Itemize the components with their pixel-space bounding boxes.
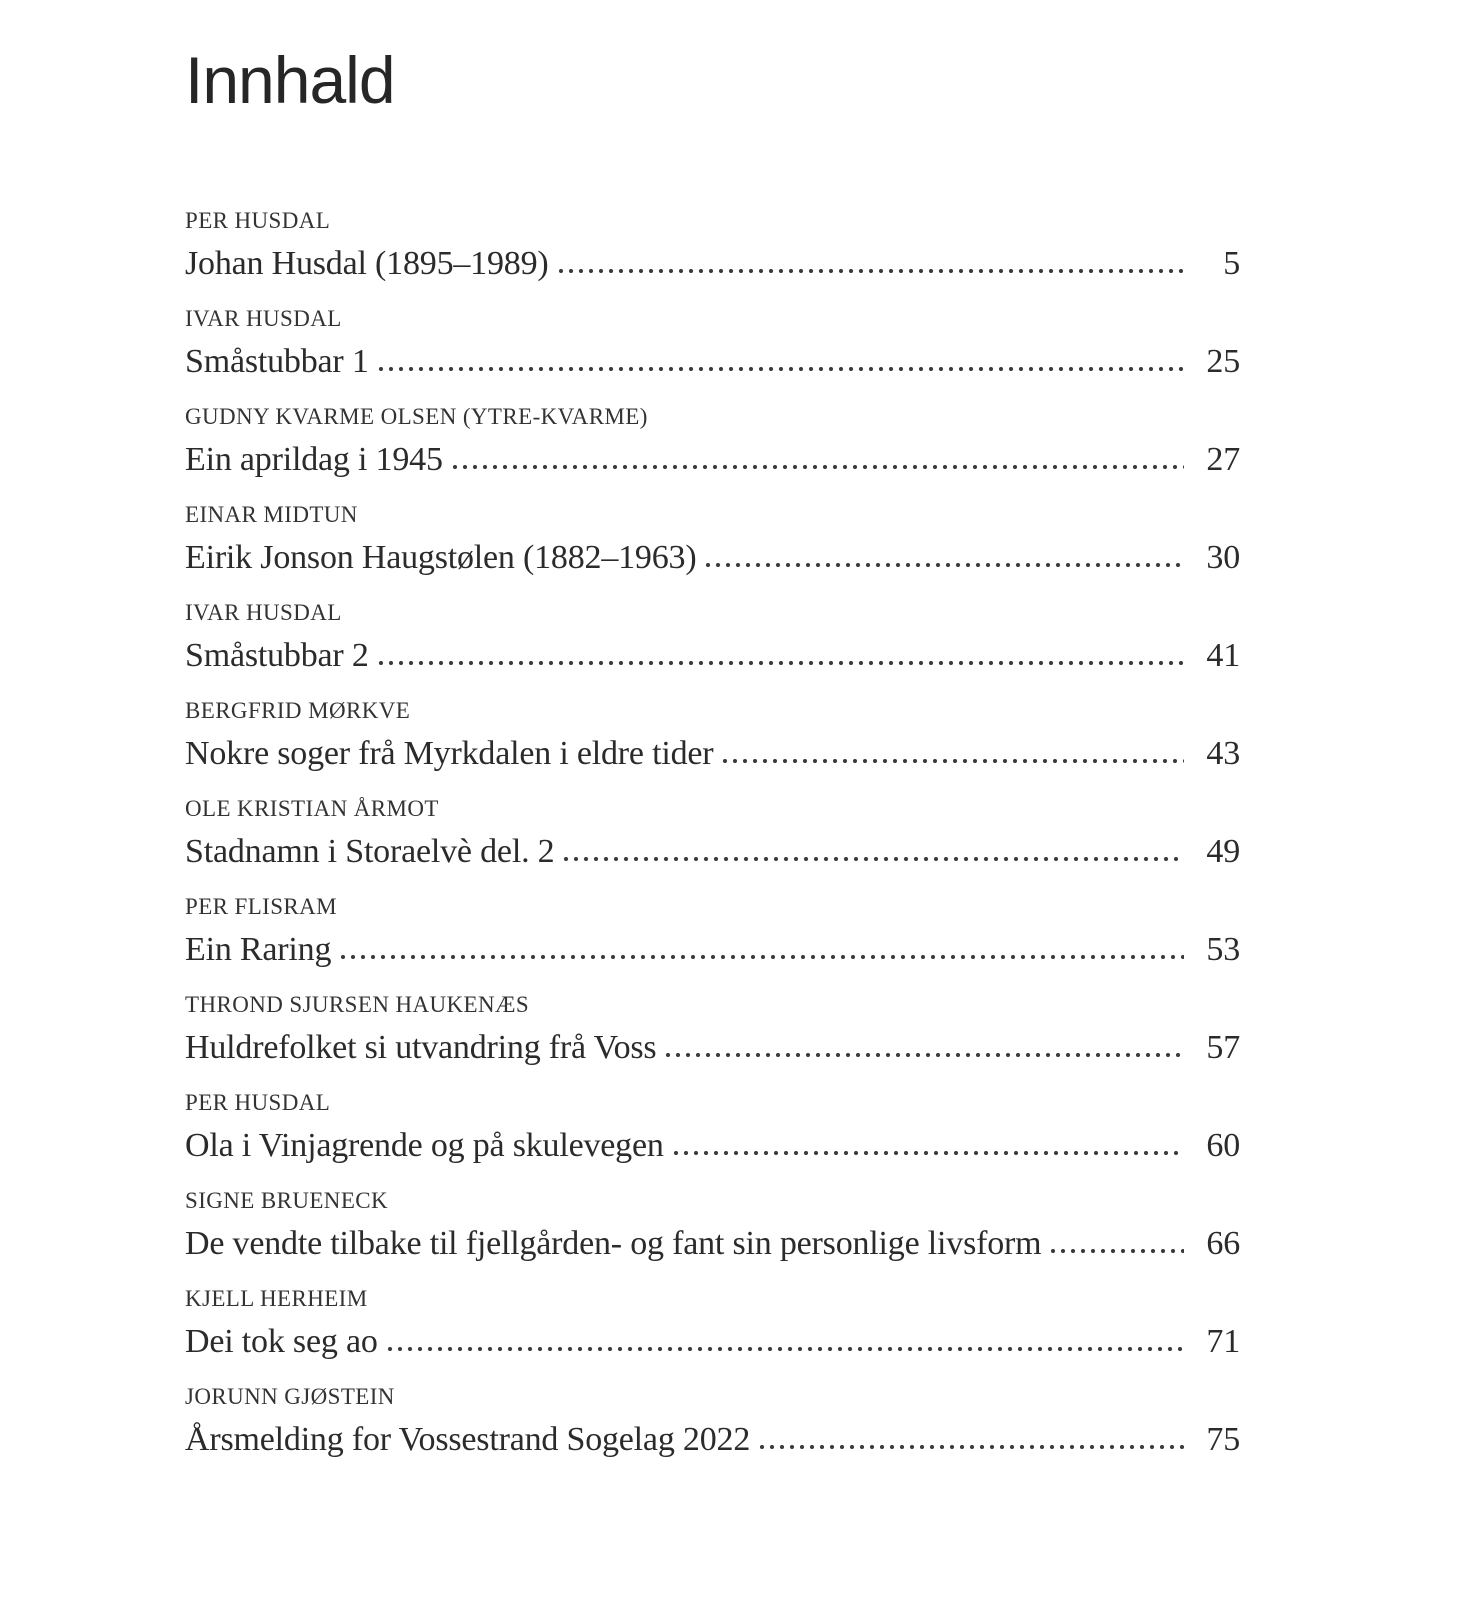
entry-page-number: 43 <box>1206 735 1240 773</box>
dot-leader <box>757 1444 1184 1450</box>
toc-entry <box>185 305 1240 387</box>
entry-page-number: 41 <box>1206 637 1240 675</box>
toc-entry <box>185 795 1240 877</box>
entry-page-number: 75 <box>1206 1421 1240 1459</box>
entry-page-number: 60 <box>1206 1127 1240 1165</box>
entry-title-row <box>185 729 1240 779</box>
entry-title: De vendte tilbake til fjellgården- og fant sin personlige livsform <box>185 1225 1042 1263</box>
dot-leader <box>450 464 1184 470</box>
toc-entry <box>185 403 1240 485</box>
dot-leader <box>703 562 1184 568</box>
toc-entry <box>185 599 1240 681</box>
dot-leader <box>671 1150 1184 1156</box>
dot-leader <box>663 1052 1184 1058</box>
entry-title-row <box>185 435 1240 485</box>
toc-entry <box>185 1187 1240 1269</box>
entry-author: OLE KRISTIAN ÅRMOT <box>185 796 439 822</box>
entry-author: EINAR MIDTUN <box>185 502 358 528</box>
entry-title: Stadnamn i Storaelvè del. 2 <box>185 833 555 871</box>
page-title: Innhald <box>185 43 395 117</box>
toc-entry <box>185 893 1240 975</box>
entry-title: Nokre soger frå Myrkdalen i eldre tider <box>185 735 714 773</box>
entry-title: Johan Husdal (1895–1989) <box>185 245 549 283</box>
entry-author: PER HUSDAL <box>185 208 331 234</box>
entry-title: Ein aprildag i 1945 <box>185 441 443 479</box>
toc-entry <box>185 991 1240 1073</box>
entry-author: IVAR HUSDAL <box>185 600 342 626</box>
entry-author: IVAR HUSDAL <box>185 306 342 332</box>
toc-entry <box>185 1089 1240 1171</box>
entry-title-row <box>185 631 1240 681</box>
entry-author: PER HUSDAL <box>185 1090 331 1116</box>
entry-title-row <box>185 1415 1240 1465</box>
entry-title-row <box>185 827 1240 877</box>
entry-title-row <box>185 1023 1240 1073</box>
entry-title: Eirik Jonson Haugstølen (1882–1963) <box>185 539 697 577</box>
entry-author: PER FLISRAM <box>185 894 338 920</box>
entry-title-row <box>185 337 1240 387</box>
dot-leader <box>385 1346 1184 1352</box>
entry-page-number: 53 <box>1206 931 1240 969</box>
dot-leader <box>720 758 1184 764</box>
entry-page-number: 71 <box>1206 1323 1240 1361</box>
entry-page-number: 27 <box>1206 441 1240 479</box>
dot-leader <box>1048 1248 1184 1254</box>
entry-title: Småstubbar 1 <box>185 343 369 381</box>
entry-author: KJELL HERHEIM <box>185 1286 368 1312</box>
toc-entry <box>185 207 1240 289</box>
dot-leader <box>561 856 1184 862</box>
entry-page-number: 57 <box>1206 1029 1240 1067</box>
entry-title: Ola i Vinjagrende og på skulevegen <box>185 1127 664 1165</box>
entry-title: Dei tok seg ao <box>185 1323 378 1361</box>
entry-author: JORUNN GJØSTEIN <box>185 1384 395 1410</box>
entry-page-number: 30 <box>1206 539 1240 577</box>
dot-leader <box>376 660 1184 666</box>
dot-leader <box>338 954 1184 960</box>
toc-entry <box>185 1383 1240 1465</box>
entry-title-row <box>185 533 1240 583</box>
entry-page-number: 5 <box>1223 245 1240 283</box>
dot-leader <box>376 366 1184 372</box>
toc-list <box>185 207 1240 1465</box>
entry-title-row <box>185 925 1240 975</box>
entry-page-number: 49 <box>1206 833 1240 871</box>
entry-title-row <box>185 1317 1240 1367</box>
entry-title: Huldrefolket si utvandring frå Voss <box>185 1029 657 1067</box>
toc-entry <box>185 697 1240 779</box>
entry-title: Småstubbar 2 <box>185 637 369 675</box>
toc-entry <box>185 501 1240 583</box>
entry-page-number: 66 <box>1206 1225 1240 1263</box>
entry-author: GUDNY KVARME OLSEN (YTRE-KVARME) <box>185 404 648 430</box>
entry-page-number: 25 <box>1206 343 1240 381</box>
entry-title-row <box>185 1121 1240 1171</box>
entry-author: SIGNE BRUENECK <box>185 1188 389 1214</box>
entry-title-row <box>185 1219 1240 1269</box>
dot-leader <box>556 268 1185 274</box>
entry-author: BERGFRID MØRKVE <box>185 698 411 724</box>
entry-author: THROND SJURSEN HAUKENÆS <box>185 992 530 1018</box>
entry-title: Ein Raring <box>185 931 332 969</box>
entry-title-row <box>185 239 1240 289</box>
entry-title: Årsmelding for Vossestrand Sogelag 2022 <box>185 1421 751 1459</box>
toc-entry <box>185 1285 1240 1367</box>
